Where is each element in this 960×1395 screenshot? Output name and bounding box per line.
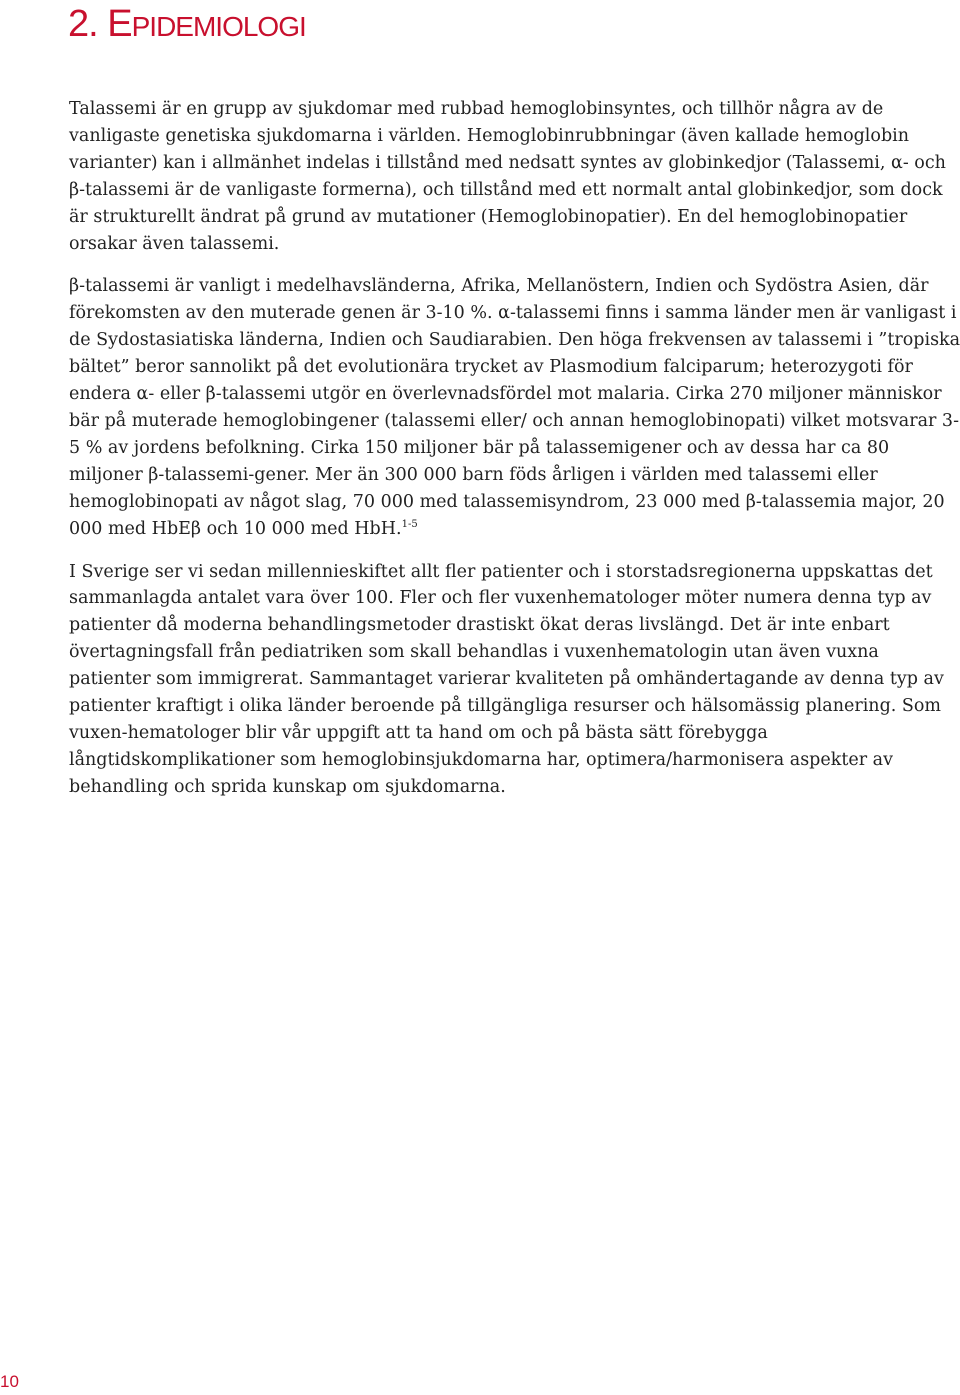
paragraph-prevalence [69,273,960,542]
section-heading [68,2,306,49]
paragraph-definition: Talassemi är en grupp av sjukdomar med rubbad hemoglobinsyntes, och tillhör några av de vanligaste genetiska sjukdomarna i världen. Hemoglobinrubbningar (även kallade hemoglobin varianter) kan i allmänhet indelas i tillstånd med nedsatt syntes av globinkedjor (Talassemi, α- och β-talassemi är de vanligaste formerna), och tillstånd med ett normalt antal globinkedjor, som dock är strukturellt ändrat på grund av mutationer (Hemoglobinopatier). En del hemoglobinopatier orsakar även talassemi. [69,99,946,254]
section-title-initial: E [107,3,132,45]
section-number: 2. [68,3,98,45]
section-title-rest: PIDEMIOLOGI [131,11,306,42]
body-text [69,96,960,817]
paragraph-sweden: I Sverige ser vi sedan millennieskiftet allt fler patienter och i storstadsregionerna uppskattas det sammanlagda antalet vara över 100. Fler och fler vuxenhematologer möter numera denna typ av patienter då moderna behandlingsmetoder drastiskt ökat deras livslängd. Det är inte enbart övertagningsfall från pediatriken som skall behandlas i vuxenhematologin utan även vuxna patienter som immigrerat. Sammantaget varierar kvaliteten på omhändertagande av denna typ av patienter kraftigt i olika länder beroende på tillgängliga resurser och hälsomässig planering. Som vuxen-hematologer blir vår uppgift att ta hand om och på bästa sätt förebygga långtidskomplikationer som hemoglobinsjukdomarna har, optimera/harmonisera aspekter av behandling och sprida kunskap om sjukdomarna. [69,561,944,797]
page-number: 10 [0,1372,19,1391]
footnote-reference: 1-5 [401,518,418,530]
paragraph-prevalence-text: β-talassemi är vanligt i medelhavsländerna, Afrika, Mellanöstern, Indien och Sydöstra Asien, där förekomsten av den muterade genen är 3-10 %. α-talassemi finns i samma länder men är vanligast i de Sydostasiatiska länderna, Indien och Saudiarabien. Den höga frekvensen av talassemi i ”tropiska bältet” beror sannolikt på det evolutionära trycket av Plasmodium falciparum; heterozygoti för endera α- eller β-talassemi utgör en överlevnadsfördel mot malaria. Cirka 270 miljoner människor bär på muterade hemoglobingener (talassemi eller/ och annan hemoglobinopati) vilket motsvarar 3-5 % av jordens befolkning. Cirka 150 miljoner bär på talassemigener och av dessa har ca 80 miljoner β-talassemi-gener. Mer än 300 000 barn föds årligen i världen med talassemi eller hemoglobinopati av något slag, 70 000 med talassemisyndrom, 23 000 med β-talassemia major, 20 000 med HbEβ och 10 000 med HbH. [69,276,960,539]
